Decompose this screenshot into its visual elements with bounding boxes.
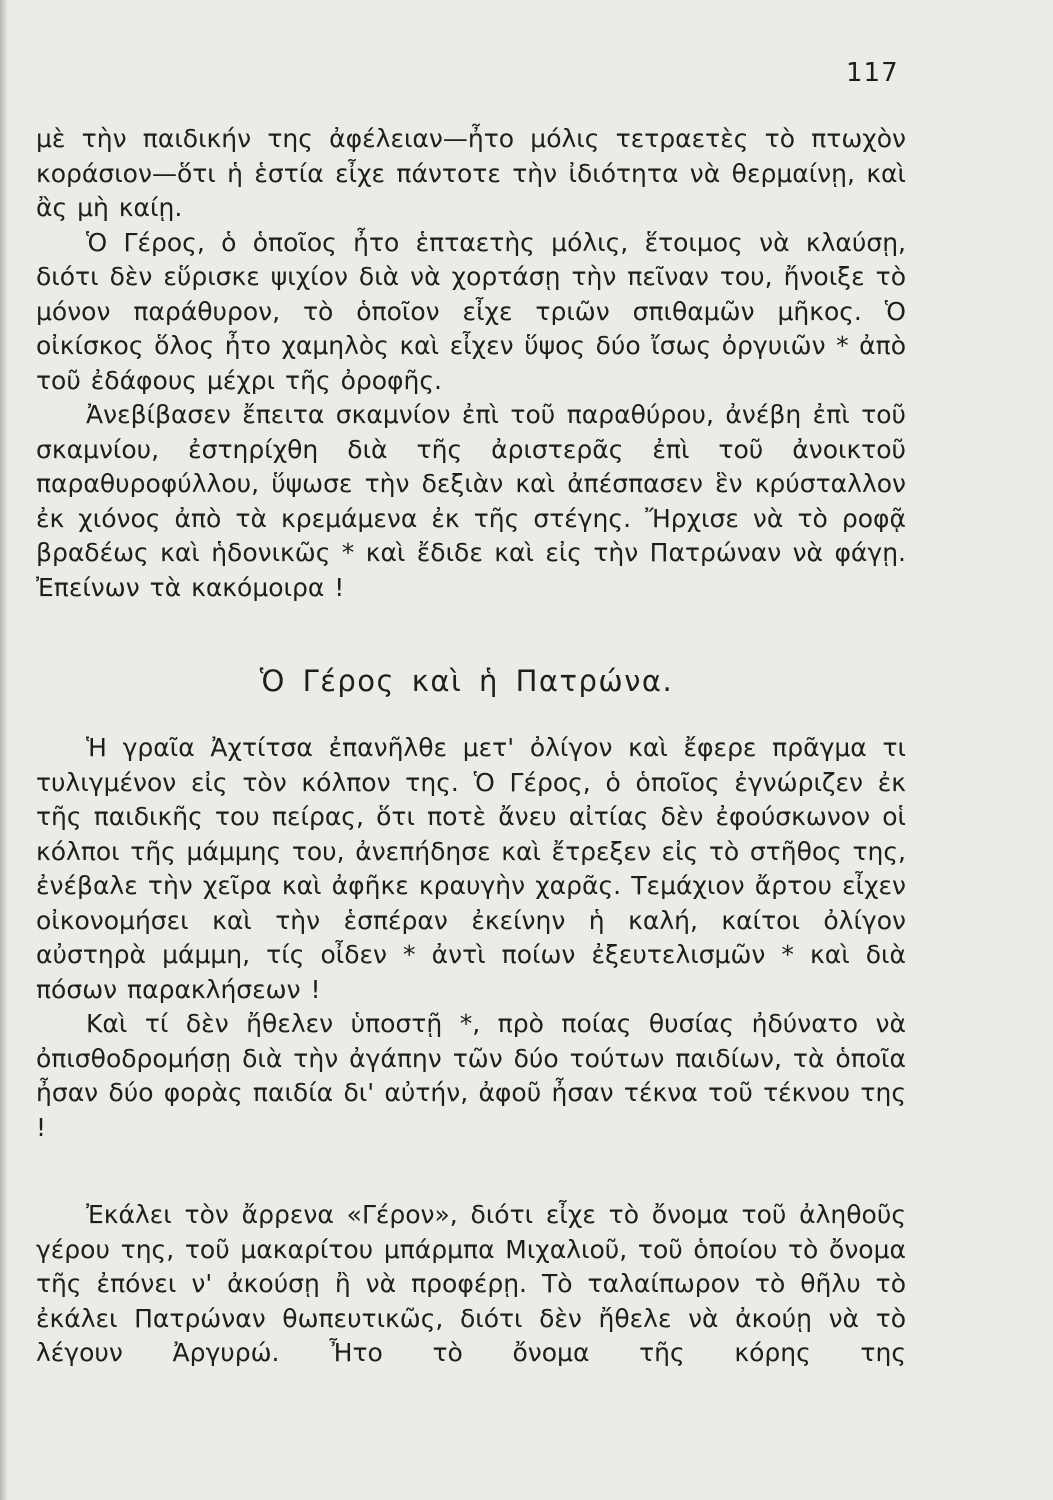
text-section-3 — [36, 1198, 906, 1371]
page-number: 117 — [846, 58, 899, 88]
paragraph: Ὁ Γέρος, ὁ ὁποῖος ἦτο ἑπταετὴς μόλις, ἕτοιμος νὰ κλαύσῃ, διότι δὲν εὕρισκε ψιχίον διὰ νὰ χορτάσῃ τὴν πεῖναν του, ἤνοιξε τὸ μόνον παράθυρον, τὸ ὁποῖον εἶχε τριῶν σπιθαμῶν μῆκος. Ὁ οἰκίσκος ὅλος ἦτο χαμηλὸς καὶ εἶχεν ὕψος δύο ἴσως ὀργυιῶν * ἀπὸ τοῦ ἐδάφους μέχρι τῆς ὀροφῆς. — [36, 227, 906, 395]
paragraph: Καὶ τί δὲν ἤθελεν ὑποστῇ *, πρὸ ποίας θυσίας ἠδύνατο νὰ ὀπισθοδρομήσῃ διὰ τὴν ἀγάπην τῶν δύο τούτων παιδίων, τὰ ὁποῖα ἦσαν δύο φορὰς παιδία δι' αὐτήν, ἀφοῦ ἦσαν τέκνα τοῦ τέκνου της ! — [36, 1009, 906, 1142]
section-heading — [0, 664, 1053, 698]
section-heading-text: Ὁ Γέρος καὶ ἡ Πατρώνα. — [259, 664, 674, 698]
paragraph: μὲ τὴν παιδικήν της ἀφέλειαν—ἦτο μόλις τετραετὲς τὸ πτωχὸν κοράσιον—ὅτι ἡ ἑστία εἶχε πάντοτε τὴν ἰδιότητα νὰ θερμαίνῃ, καὶ ἂς μὴ καίῃ. — [36, 124, 906, 222]
paragraph: Ἀνεβίβασεν ἔπειτα σκαμνίον ἐπὶ τοῦ παραθύρου, ἀνέβη ἐπὶ τοῦ σκαμνίου, ἐστηρίχθη διὰ τῆς ἀριστερᾶς ἐπὶ τοῦ ἀνοικτοῦ παραθυροφύλλου, ὕψωσε τὴν δεξιὰν καὶ ἀπέσπασεν ἓν κρύσταλλον ἐκ χιόνος ἀπὸ τὰ κρεμάμενα ἐκ τῆς στέγης. Ἤρχισε νὰ τὸ ροφᾷ βραδέως καὶ ἡδονικῶς * καὶ ἔδιδε καὶ εἰς τὴν Πατρώναν νὰ φάγῃ. Ἐπείνων τὰ κακόμοιρα ! — [36, 400, 906, 602]
page-left-edge-shadow — [0, 0, 8, 1500]
paragraph: Ἡ γραῖα Ἀχτίτσα ἐπανῆλθε μετ' ὀλίγον καὶ ἔφερε πρᾶγμα τι τυλιγμένον εἰς τὸν κόλπον της. Ὁ Γέρος, ὁ ὁποῖος ἐγνώριζεν ἐκ τῆς παιδικῆς του πείρας, ὅτι ποτὲ ἄνευ αἰτίας δὲν ἐφούσκωνον οἱ κόλποι τῆς μάμμης του, ἀνεπήδησε καὶ ἔτρεξεν εἰς τὸ στῆθος της, ἐνέβαλε τὴν χεῖρα καὶ ἀφῆκε κραυγὴν χαρᾶς. Τεμάχιον ἄρτου εἶχεν οἰκονομήσει καὶ τὴν ἑσπέραν ἐκείνην ἡ καλή, καίτοι ὀλίγον αὐστηρὰ μάμμη, τίς οἶδεν * ἀντὶ ποίων ἐξευτελισμῶν * καὶ διὰ πόσων παρακλήσεων ! — [36, 733, 906, 1004]
paragraph: Ἐκάλει τὸν ἄρρενα «Γέρον», διότι εἶχε τὸ ὄνομα τοῦ ἀληθοῦς γέρου της, τοῦ μακαρίτου μπάρμπα Μιχαλιοῦ, τοῦ ὁποίου τὸ ὄνομα τῆς ἐπόνει ν' ἀκούσῃ ἢ νὰ προφέρῃ. Τὸ ταλαίπωρον τὸ θῆλυ τὸ ἐκάλει Πατρώναν θωπευτικῶς, διότι δὲν ἤθελε νὰ ἀκούῃ νὰ τὸ λέγουν Ἀργυρώ. Ἦτο τὸ ὄνομα τῆς κόρης της — [36, 1200, 906, 1367]
text-section-1 — [36, 122, 906, 605]
text-section-2 — [36, 731, 906, 1145]
